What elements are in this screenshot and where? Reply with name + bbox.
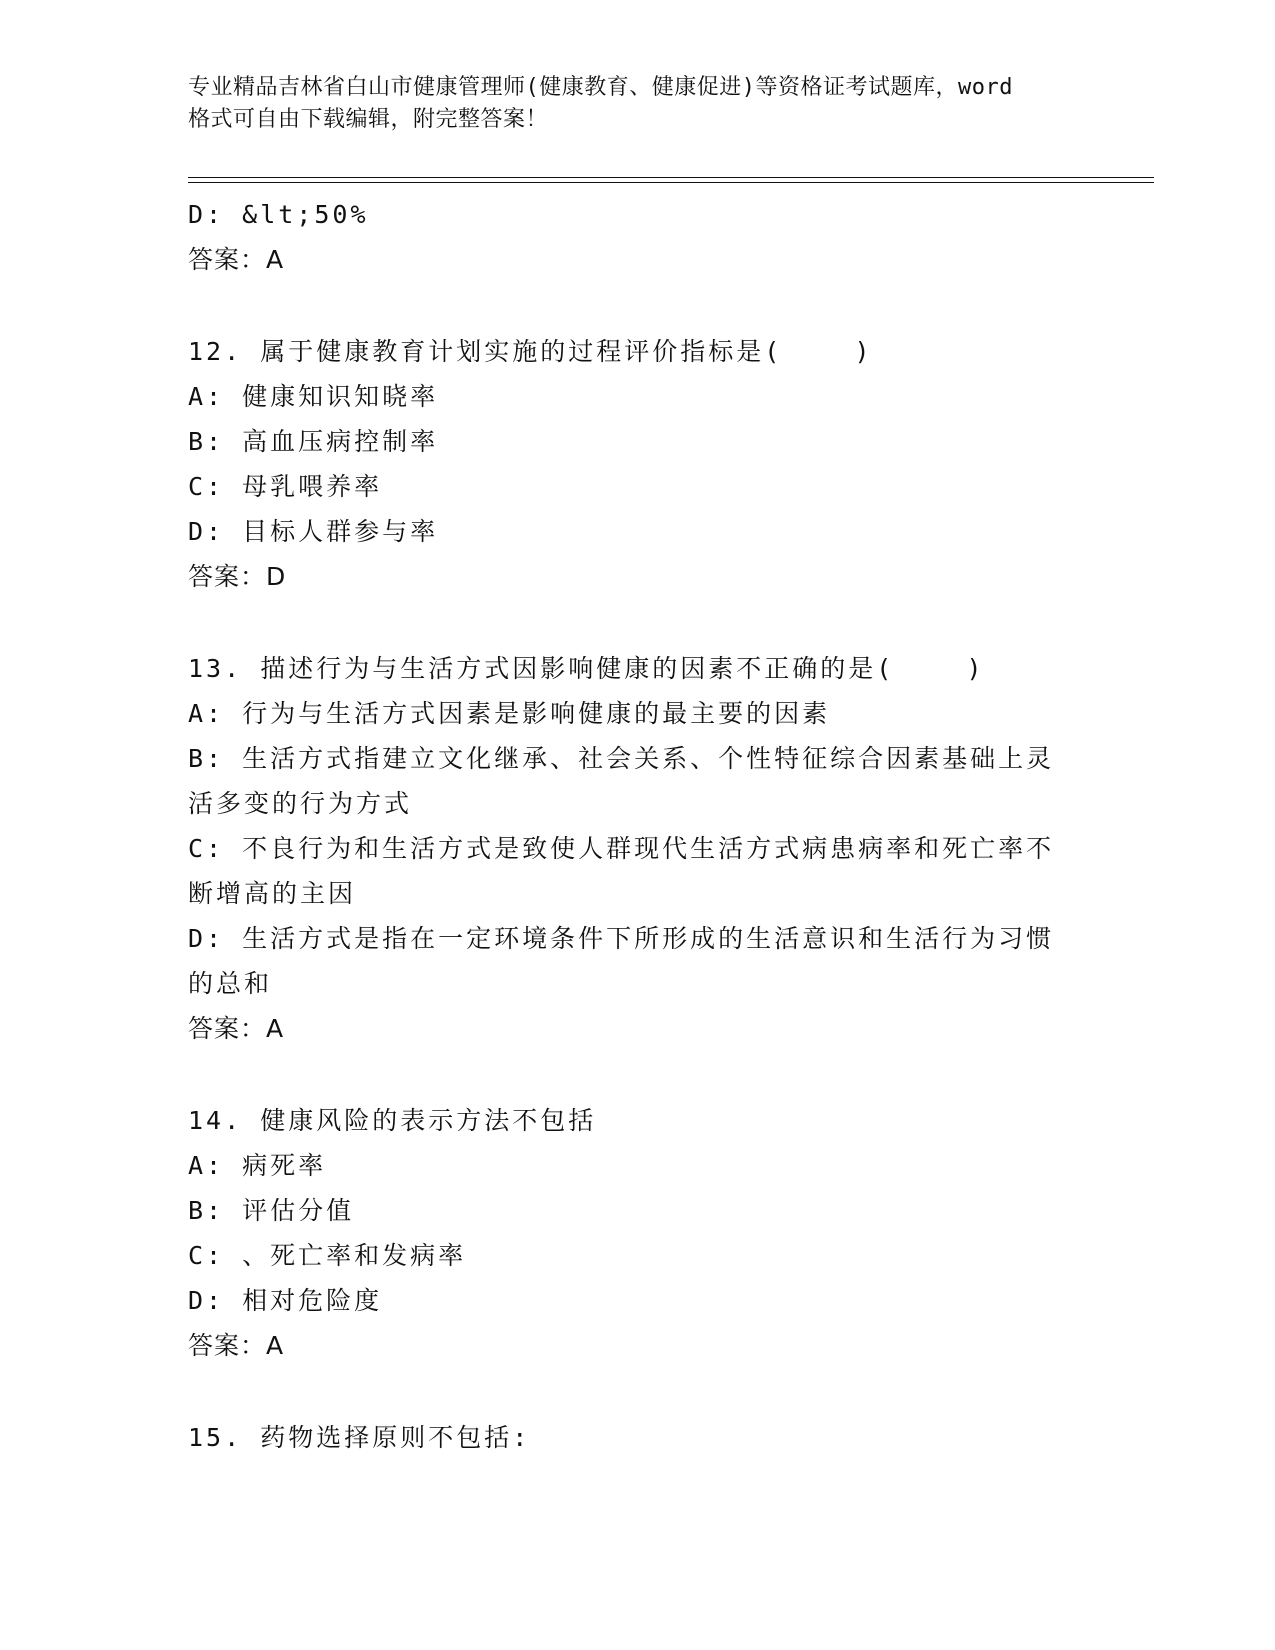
header-divider-bottom	[188, 182, 1154, 183]
document-header	[188, 72, 1088, 136]
answer-line: 答案：A	[188, 1014, 285, 1043]
option-b-continued: 活多变的行为方式	[188, 789, 413, 818]
option-b: B: 评估分值	[188, 1196, 355, 1225]
header-line-2: 格式可自由下载编辑，附完整答案！	[188, 107, 549, 132]
header-line-1: 专业精品吉林省白山市健康管理师(健康教育、健康促进)等资格证考试题库，word	[188, 75, 1013, 100]
answer-line: 答案：A	[188, 1331, 285, 1360]
option-c: C: 、死亡率和发病率	[188, 1241, 467, 1270]
option-b: B: 生活方式指建立文化继承、社会关系、个性特征综合因素基础上灵	[188, 744, 1055, 773]
option-c-continued: 断增高的主因	[188, 879, 357, 908]
option-c: C: 不良行为和生活方式是致使人群现代生活方式病患病率和死亡率不	[188, 834, 1055, 863]
option-d-continued: 的总和	[188, 969, 273, 998]
question-list	[188, 192, 1088, 1460]
option-b: B: 高血压病控制率	[188, 427, 439, 456]
option-d: D: 生活方式是指在一定环境条件下所形成的生活意识和生活行为习惯	[188, 924, 1055, 953]
question-stem: 12. 属于健康教育计划实施的过程评价指标是( )	[188, 337, 873, 366]
answer-line: 答案：A	[188, 245, 285, 274]
option-a: A: 行为与生活方式因素是影响健康的最主要的因素	[188, 699, 831, 728]
option-a: A: 健康知识知晓率	[188, 382, 439, 411]
option-d: D: 相对危险度	[188, 1286, 383, 1315]
option-a: A: 病死率	[188, 1151, 327, 1180]
option-d: D: 目标人群参与率	[188, 517, 439, 546]
option-c: C: 母乳喂养率	[188, 472, 383, 501]
question-stem: 13. 描述行为与生活方式因影响健康的因素不正确的是( )	[188, 654, 985, 683]
question-15	[188, 1415, 1088, 1460]
question-13	[188, 646, 1088, 1051]
question-stem: 14. 健康风险的表示方法不包括	[188, 1106, 597, 1135]
option-d: D: &lt;50%	[188, 200, 369, 229]
header-divider-top	[188, 177, 1154, 178]
answer-line: 答案：D	[188, 562, 287, 591]
previous-question-tail	[188, 192, 1088, 282]
question-14	[188, 1098, 1088, 1368]
question-12	[188, 329, 1088, 599]
question-stem: 15. 药物选择原则不包括:	[188, 1423, 531, 1452]
